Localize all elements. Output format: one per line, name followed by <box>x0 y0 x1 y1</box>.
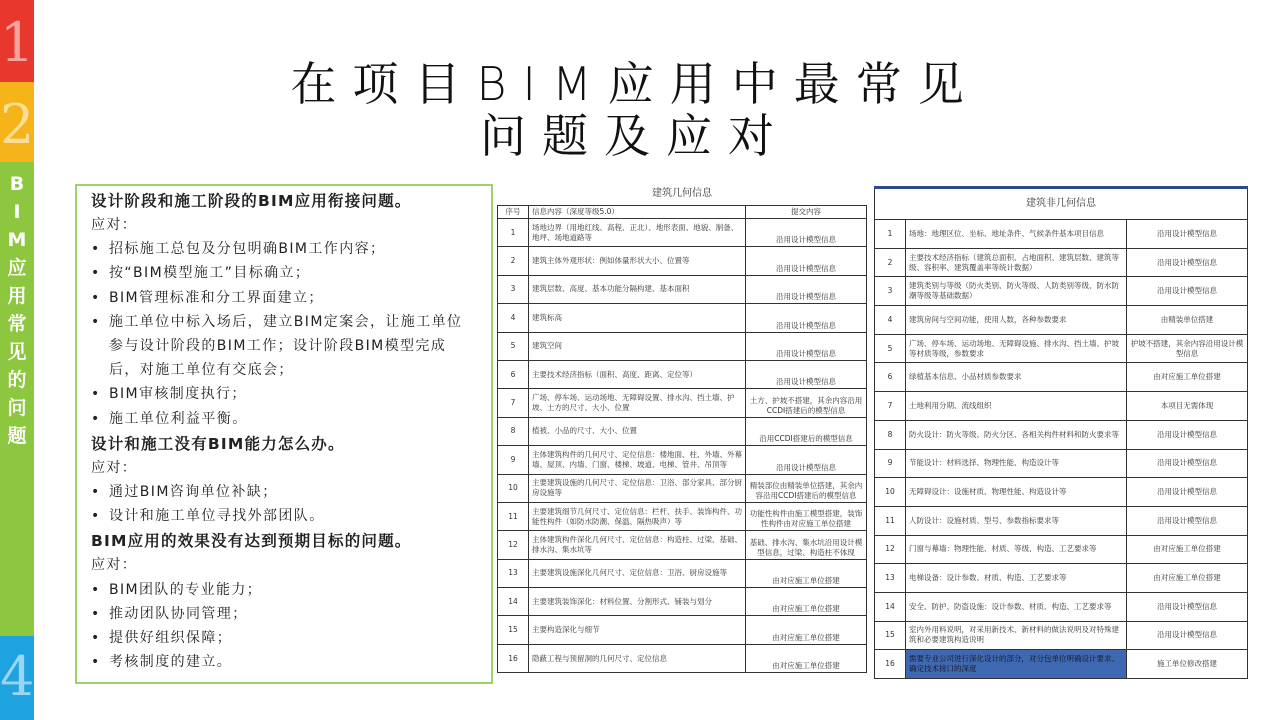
bullet-item: • 考核制度的建立。 <box>91 650 477 674</box>
table-row <box>498 275 867 303</box>
rail-number-1: 1 <box>0 11 35 74</box>
row-number-cell: 12 <box>875 535 906 564</box>
table-row <box>498 616 867 644</box>
section-heading: 设计和施工没有BIM能力怎么办。 <box>91 434 345 453</box>
bullet-item: • 提供好组织保障； <box>91 626 477 650</box>
bullet-item: • BIM管理标准和分工界面建立； <box>91 286 477 310</box>
content-cell: 广场、停车场、运动场地、无障碍设置、排水沟、挡土墙、护坡、土方的尺寸、大小、位置 <box>529 389 746 417</box>
content-cell: 建筑类别与等级（防火类别、防火等级、人防类别等级、防水防潮等级等基础数据） <box>906 277 1127 306</box>
row-number-cell: 10 <box>498 474 529 502</box>
table-row <box>875 248 1248 277</box>
row-number-cell: 14 <box>498 588 529 616</box>
submission-cell: 沿用设计模型信息 <box>746 332 867 360</box>
issues-panel <box>75 184 493 684</box>
row-number-cell: 16 <box>498 644 529 672</box>
content-cell: 防火设计：防火等级、防火分区、各相关构件材料和防火要求等 <box>906 420 1127 449</box>
row-number-cell: 4 <box>875 306 906 335</box>
submission-cell: 本项目无需体现 <box>1127 392 1248 421</box>
row-number-cell: 8 <box>875 420 906 449</box>
content-cell: 土地利用分期、流线组织 <box>906 392 1127 421</box>
geometry-info-table <box>497 183 867 673</box>
row-number-cell: 7 <box>498 389 529 417</box>
submission-cell: 沿用设计模型信息 <box>1127 592 1248 621</box>
content-cell: 主要建筑装饰深化：材料位置、分割形式、铺装与划分 <box>529 588 746 616</box>
table-row <box>875 449 1248 478</box>
header-cell: 提交内容 <box>746 206 867 219</box>
rail-char: 题 <box>7 425 27 447</box>
content-cell: 主要技术经济指标（面积、高度、距离、定位等） <box>529 360 746 388</box>
table-row <box>498 247 867 275</box>
content-cell: 建筑层数、高度、基本功能分隔构建、基本面积 <box>529 275 746 303</box>
rail-char: B <box>9 173 25 195</box>
submission-cell: 由对应施工单位搭建 <box>1127 363 1248 392</box>
table-row <box>875 392 1248 421</box>
row-number-cell: 10 <box>875 478 906 507</box>
row-number-cell: 1 <box>498 219 529 247</box>
rail-char: 问 <box>7 397 27 419</box>
submission-cell: 沿用设计模型信息 <box>1127 449 1248 478</box>
submission-cell: 沿用设计模型信息 <box>746 304 867 332</box>
content-cell: 建筑标高 <box>529 304 746 332</box>
table-row <box>498 588 867 616</box>
submission-cell: 由对应施工单位搭建 <box>746 588 867 616</box>
row-number-cell: 3 <box>875 277 906 306</box>
submission-cell: 由对应施工单位搭建 <box>1127 564 1248 593</box>
row-number-cell: 13 <box>498 559 529 587</box>
table-row <box>875 306 1248 335</box>
submission-cell: 沿用设计模型信息 <box>746 247 867 275</box>
response-label: 应对： <box>91 557 138 574</box>
response-label: 应对： <box>91 459 138 476</box>
row-number-cell: 1 <box>875 220 906 249</box>
submission-cell: 由对应施工单位搭建 <box>746 644 867 672</box>
bullet-item: • BIM团队的专业能力； <box>91 578 477 602</box>
content-cell: 建筑主体外观形状：例如体量形状大小、位置等 <box>529 247 746 275</box>
table-row <box>875 621 1248 650</box>
section-heading: BIM应用的效果没有达到预期目标的问题。 <box>91 532 412 551</box>
submission-cell: 沿用设计模型信息 <box>1127 478 1248 507</box>
row-number-cell: 3 <box>498 275 529 303</box>
submission-cell: 沿用设计模型信息 <box>746 360 867 388</box>
content-cell: 绿植基本信息、小品材质参数要求 <box>906 363 1127 392</box>
content-cell: 室内外用料说明，对采用新技术、新材料的做法说明及对特殊建筑和必要建筑构造说明 <box>906 621 1127 650</box>
bullet-item: • 按“BIM模型施工”目标确立； <box>91 261 477 285</box>
row-number-cell: 11 <box>875 506 906 535</box>
submission-cell: 沿用设计模型信息 <box>1127 621 1248 650</box>
table-row <box>498 332 867 360</box>
table-row <box>875 420 1248 449</box>
table-row <box>498 417 867 445</box>
bullet-item: • 推动团队协同管理； <box>91 602 477 626</box>
table-row <box>875 478 1248 507</box>
content-cell: 建筑房间与空间功能，使用人数，各种参数要求 <box>906 306 1127 335</box>
table-row <box>875 334 1248 363</box>
table-row <box>498 219 867 247</box>
rail-char: 见 <box>7 341 27 363</box>
row-number-cell: 9 <box>875 449 906 478</box>
slide-title <box>250 58 1020 162</box>
table-row <box>875 592 1248 621</box>
row-number-cell: 5 <box>498 332 529 360</box>
rail-number-2: 2 <box>0 93 35 156</box>
rail-number-4: 4 <box>0 645 35 708</box>
table-row <box>498 446 867 474</box>
content-cell: 需要专业公司进行深化设计的部分，对分包单位明确设计要求、确定技术接口的深度 <box>906 650 1127 679</box>
submission-cell: 基础、排水沟、集水坑沿用设计模型信息，过梁、构造柱不体现 <box>746 531 867 559</box>
table-row <box>498 502 867 530</box>
submission-cell: 施工单位修改搭建 <box>1127 650 1248 679</box>
row-number-cell: 14 <box>875 592 906 621</box>
content-cell: 主要技术经济指标（建筑总面积、占地面积、建筑层数、建筑等级、容积率、建筑覆盖率等统计数据） <box>906 248 1127 277</box>
submission-cell: 沿用设计模型信息 <box>1127 248 1248 277</box>
content-cell: 广场、停车场、运动场地、无障碍设施、排水沟、挡土墙、护坡等材质等级，参数要求 <box>906 334 1127 363</box>
table-row <box>498 474 867 502</box>
submission-cell: 护坡不搭建，其余内容沿用设计模型信息 <box>1127 334 1248 363</box>
submission-cell: 沿用CCDI搭建后的模型信息 <box>746 417 867 445</box>
content-cell: 隐蔽工程与预留洞的几何尺寸、定位信息 <box>529 644 746 672</box>
bullet-item: • 施工单位利益平衡。 <box>91 407 477 431</box>
submission-cell: 沿用设计模型信息 <box>746 219 867 247</box>
rail-vertical-title <box>4 170 30 450</box>
row-number-cell: 2 <box>875 248 906 277</box>
bullet-item: • 通过BIM咨询单位补缺； <box>91 480 477 504</box>
row-number-cell: 5 <box>875 334 906 363</box>
row-number-cell: 15 <box>498 616 529 644</box>
slide-title-line2: 问题及应对 <box>480 109 790 163</box>
content-cell: 主体建筑构件深化几何尺寸、定位信息：构造柱、过梁、基础、排水沟、集水坑等 <box>529 531 746 559</box>
bullet-item: • 招标施工总包及分包明确BIM工作内容； <box>91 237 477 261</box>
table-row <box>498 304 867 332</box>
rail-char: M <box>7 229 27 251</box>
non-geometry-info-table <box>874 186 1248 679</box>
content-cell: 节能设计：材料选择、物理性能、构造设计等 <box>906 449 1127 478</box>
row-number-cell: 15 <box>875 621 906 650</box>
row-number-cell: 6 <box>498 360 529 388</box>
bullet-item: • BIM审核制度执行； <box>91 382 477 406</box>
rail-char: 的 <box>7 369 27 391</box>
row-number-cell: 12 <box>498 531 529 559</box>
row-number-cell: 2 <box>498 247 529 275</box>
row-number-cell: 9 <box>498 446 529 474</box>
submission-cell: 由对应施工单位搭建 <box>746 616 867 644</box>
content-cell: 无障碍设计：设施材质、物理性能、构造设计等 <box>906 478 1127 507</box>
geometry-table-title: 建筑几何信息 <box>652 188 712 199</box>
table-row <box>498 389 867 417</box>
submission-cell: 由对应施工单位搭建 <box>1127 535 1248 564</box>
table-row <box>875 277 1248 306</box>
content-cell: 主要建筑细节几何尺寸、定位信息：栏杆、扶手、装饰构件、功能性构件（如防水防潮、保温、隔热吸声）等 <box>529 502 746 530</box>
content-cell: 人防设计：设施材质、型号、参数指标要求等 <box>906 506 1127 535</box>
row-number-cell: 6 <box>875 363 906 392</box>
submission-cell: 精装部位由精装单位搭建，其余内容沿用CCDI搭建后的模型信息 <box>746 474 867 502</box>
submission-cell: 功能性构件由施工模型搭建，装饰性构件由对应施工单位搭建 <box>746 502 867 530</box>
content-cell: 植被、小品的尺寸、大小、位置 <box>529 417 746 445</box>
content-cell: 场地边界（用地红线、高程、正北）、地形表面、地貌、制备、地坪、场地道路等 <box>529 219 746 247</box>
submission-cell: 沿用设计模型信息 <box>746 275 867 303</box>
content-cell: 门窗与幕墙：物理性能、材质、等级、构造、工艺要求等 <box>906 535 1127 564</box>
content-cell: 主要建筑设施的几何尺寸、定位信息：卫浴、部分家具、部分厨房设施等 <box>529 474 746 502</box>
row-number-cell: 8 <box>498 417 529 445</box>
submission-cell: 沿用设计模型信息 <box>1127 506 1248 535</box>
submission-cell: 沿用设计模型信息 <box>1127 420 1248 449</box>
table-row <box>498 559 867 587</box>
table-row <box>875 564 1248 593</box>
table-row <box>875 506 1248 535</box>
bullet-item: • 设计和施工单位寻找外部团队。 <box>91 504 477 528</box>
submission-cell: 由对应施工单位搭建 <box>746 559 867 587</box>
table-row <box>498 531 867 559</box>
row-number-cell: 11 <box>498 502 529 530</box>
table-row <box>498 644 867 672</box>
table-row <box>875 220 1248 249</box>
non-geometry-table-title: 建筑非几何信息 <box>875 188 1248 220</box>
content-cell: 建筑空间 <box>529 332 746 360</box>
row-number-cell: 4 <box>498 304 529 332</box>
submission-cell: 沿用设计模型信息 <box>746 446 867 474</box>
table-row <box>875 650 1248 679</box>
table-row <box>875 535 1248 564</box>
table-row <box>875 363 1248 392</box>
content-cell: 主要构造深化与细节 <box>529 616 746 644</box>
row-number-cell: 13 <box>875 564 906 593</box>
submission-cell: 沿用设计模型信息 <box>1127 277 1248 306</box>
content-cell: 安全、防护、防盗设施：设计参数、材质、构造、工艺要求等 <box>906 592 1127 621</box>
row-number-cell: 16 <box>875 650 906 679</box>
response-label: 应对： <box>91 217 138 233</box>
submission-cell: 土方、护坡不搭建，其余内容沿用CCDI搭建后的模型信息 <box>746 389 867 417</box>
row-number-cell: 7 <box>875 392 906 421</box>
table-row <box>498 360 867 388</box>
content-cell: 场地：地理区位、坐标、地址条件、气候条件基本项目信息 <box>906 220 1127 249</box>
submission-cell: 由精装单位搭建 <box>1127 306 1248 335</box>
rail-char: I <box>13 201 21 223</box>
content-cell: 电梯设备：设计参数、材质、构造、工艺要求等 <box>906 564 1127 593</box>
header-cell: 序号 <box>498 206 529 219</box>
bullet-item: • 施工单位中标入场后，建立BIM定案会，让施工单位参与设计阶段的BIM工作；设计阶段BIM模型完成后，对施工单位有交底会； <box>91 310 477 383</box>
content-cell: 主体建筑构件的几何尺寸、定位信息：楼地面、柱、外墙、外幕墙、屋顶、内墙、门窗、楼梯、坡道、电梯、管井、吊顶等 <box>529 446 746 474</box>
submission-cell: 沿用设计模型信息 <box>1127 220 1248 249</box>
header-cell: 信息内容（深度等级5.0） <box>529 206 746 219</box>
content-cell: 主要建筑设施深化几何尺寸、定位信息：卫浴、厨房设施等 <box>529 559 746 587</box>
section-heading: 设计阶段和施工阶段的BIM应用衔接问题。 <box>91 192 412 210</box>
slide-title-line1: 在项目BIM应用中最常见 <box>290 57 980 111</box>
rail-char: 常 <box>7 313 27 335</box>
rail-char: 应 <box>7 257 27 279</box>
rail-char: 用 <box>7 285 27 307</box>
